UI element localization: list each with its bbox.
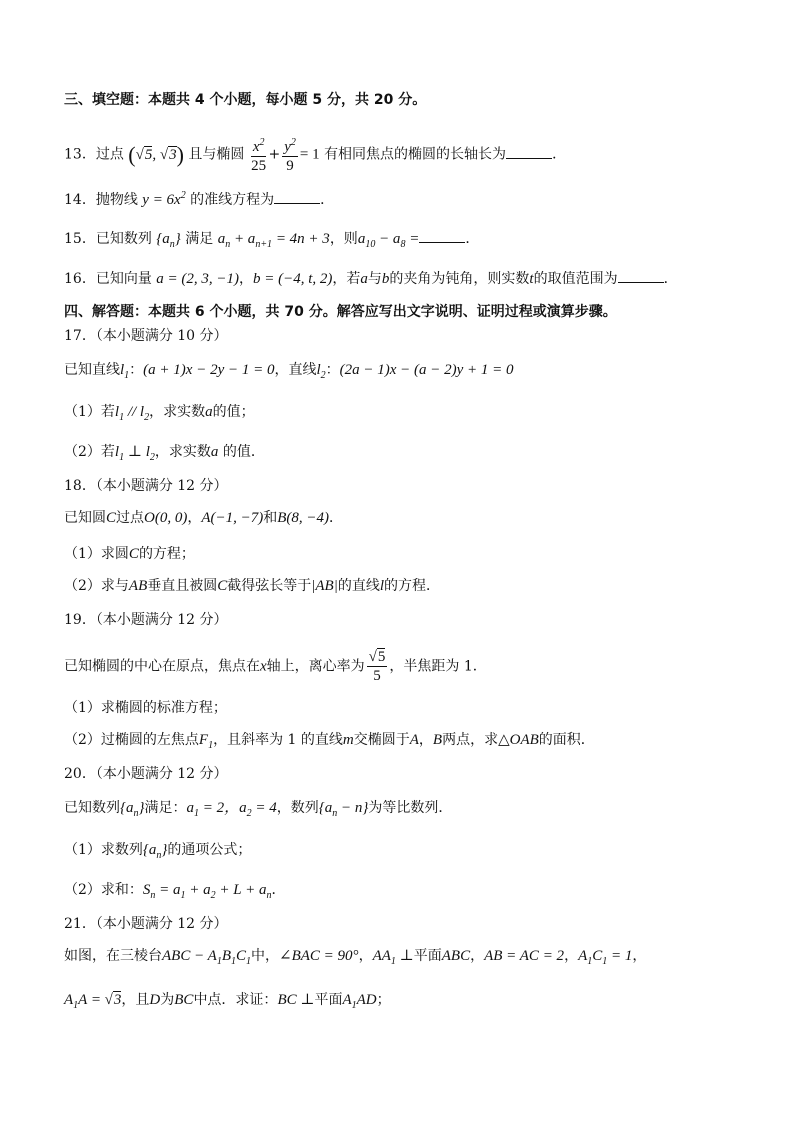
q21-stem2-c: 中点．求证： xyxy=(193,992,278,1008)
q20-stem-c: ，数列 xyxy=(276,800,319,816)
q20-seq2: $\{a_n - n\}$ xyxy=(318,800,369,819)
q17-title: 17．（本小题满分 10 分） xyxy=(64,328,228,344)
q21-stem2: $A_1A = √3$，且D为BC中点．求证：BC ⊥平面$A_1AD$； xyxy=(64,992,391,1011)
q18-stem: 已知圆C过点O(0, 0)，A(−1, −7)和B(8, −4)． xyxy=(64,510,344,526)
question-16: 16．已知向量 a = (2, 3, −1)，b = (−4, t, 2)，若a与b的夹角为钝角，则实数t的取值范围为 ． xyxy=(64,268,678,289)
section-4-header: 四、解答题：本题共 6 个小题，共 70 分。解答应写出文字说明、证明过程或演算步骤。 xyxy=(64,304,617,320)
q21-stem2-b: 为 xyxy=(160,992,175,1008)
q21-title: 21．（本小题满分 12 分） xyxy=(64,916,228,932)
q16-vec-a: a = (2, 3, −1) xyxy=(156,271,240,287)
q18-stem-c: 和 xyxy=(263,510,278,526)
q13-frac-y: $\frac{y^2}{9}$ xyxy=(282,134,298,175)
q14-eq: $y = 6x^2$ xyxy=(142,190,186,208)
q20-part1 xyxy=(64,840,251,866)
q21-bc-perp: BC ⊥ xyxy=(277,992,315,1008)
q17-p1-b: ，求实数 xyxy=(149,404,206,420)
q15-seq: $\{a_n\}$ xyxy=(156,231,181,250)
q17-stem-a: 已知直线 xyxy=(64,362,120,378)
q16-a: a xyxy=(360,271,368,287)
q18-p2-d: 的直线 xyxy=(337,578,380,594)
q18-abs-ab: |AB| xyxy=(311,578,338,594)
q18-ab: AB xyxy=(128,578,148,594)
q14-label: 14．抛物线 xyxy=(64,192,138,208)
answer-blank xyxy=(618,268,664,283)
q15-target: $a_{10} - a_8$ = xyxy=(357,231,420,250)
q20-init: $a_1 = 2$，$a_2 = 4$ xyxy=(186,800,277,819)
q13-label: 13．过点 xyxy=(64,146,124,163)
q17-a: a xyxy=(205,404,213,420)
q18-c3: C xyxy=(217,578,228,594)
q17-perp: $l_1$ ⊥ $l_2$ xyxy=(114,444,155,463)
q19-p2-c: 交椭圆于 xyxy=(353,732,410,748)
q15-eq: $a_n + a_{n+1} = 4n + 3$ xyxy=(217,231,330,250)
q21-stem-b: 中， xyxy=(251,948,280,964)
q19-p2-a: （2）过椭圆的左焦点 xyxy=(64,732,199,748)
q18-o: O(0, 0) xyxy=(144,510,188,526)
q20-seq: $\{a_n\}$ xyxy=(120,800,145,819)
q19-title: 19．（本小题满分 12 分） xyxy=(64,612,228,628)
q13-mid: 且与椭圆 xyxy=(188,146,245,163)
q18-l: l xyxy=(379,578,385,594)
q19-ecc: $\frac{√5}{5}$ xyxy=(368,649,386,684)
q18-stem-a: 已知圆 xyxy=(64,510,106,526)
q21-stem2-d: 平面 xyxy=(314,992,343,1008)
q19-p2-e: 的面积． xyxy=(538,732,595,748)
q17-stem-b: ，直线 xyxy=(274,362,317,378)
q18-p2-c: 截得弦长等于 xyxy=(227,578,312,594)
q17-a2: a xyxy=(210,444,219,460)
q20-p1-a: （1）求数列 xyxy=(64,842,143,858)
q18-b: B(8, −4) xyxy=(277,510,330,526)
answer-blank xyxy=(419,228,465,243)
q21-a1c1: $A_1C_1 = 1$ xyxy=(578,948,633,967)
q19-ab: A xyxy=(409,732,419,748)
q16-vec-b: b = (−4, t, 2) xyxy=(253,271,333,287)
q19-p2-d: 两点，求 xyxy=(442,732,499,748)
question-14: 14．抛物线 $y = 6x^2$ 的准线方程为 ． xyxy=(64,190,335,208)
q20-sum: $S_n = a_1 + a_2 + L + a_n$ xyxy=(142,882,272,901)
q19-p2-b: ，且斜率为 1 的直线 xyxy=(213,732,343,748)
q18-part1 xyxy=(64,544,195,564)
q14-tail: 的准线方程为 xyxy=(190,192,275,208)
q17-l2: $l_2$ xyxy=(316,362,326,381)
q19-stem-b: 轴上，离心率为 xyxy=(266,658,365,675)
q18-p2-b: 垂直且被圆 xyxy=(147,578,218,594)
q21-stem2-a: ，且 xyxy=(121,992,150,1008)
q13-frac-x: $\frac{x^2}{25}$ xyxy=(251,134,267,175)
q19-b: B xyxy=(432,732,443,748)
q18-part2 xyxy=(64,576,440,596)
q16-label: 16．已知向量 xyxy=(64,271,152,287)
q13-tail: 有相同焦点的椭圆的长轴长为 xyxy=(324,146,507,163)
q19-m: m xyxy=(342,732,354,748)
q20-stem-d: 为等比数列． xyxy=(368,800,453,816)
q18-p2-a: （2）求与 xyxy=(64,578,129,594)
q19-stem-a: 已知椭圆的中心在原点，焦点在 xyxy=(64,658,260,675)
q19-stem xyxy=(64,648,487,685)
q17-p1-a: （1）若 xyxy=(64,404,115,420)
q16-t: t xyxy=(529,271,534,287)
q19-oab: △OAB xyxy=(498,732,539,748)
q17-eq2: (2a − 1)x − (a − 2)y + 1 = 0 xyxy=(339,362,514,378)
q17-l1: $l_1$ xyxy=(120,362,130,381)
q20-stem-a: 已知数列 xyxy=(64,800,120,816)
q20-stem-b: 满足： xyxy=(144,800,187,816)
q16-end: 的取值范围为 xyxy=(533,271,618,287)
q17-parallel: $l_1 // l_2$ xyxy=(114,404,150,423)
q21-d: D xyxy=(149,992,161,1008)
q21-aa1: $AA_1$ ⊥ xyxy=(372,948,414,967)
q21-a1ad: $A_1AD$ xyxy=(342,992,377,1011)
q16-mid: ，若 xyxy=(332,271,361,287)
q16-tail: 的夹角为钝角，则实数 xyxy=(389,271,530,287)
q21-stem-c: 平面 xyxy=(413,948,442,964)
q18-stem-b: 过点 xyxy=(116,510,145,526)
q17-eq1: (a + 1)x − 2y − 1 = 0 xyxy=(143,362,275,378)
q19-stem-c: ，半焦距为 1． xyxy=(389,658,487,675)
q18-p1-a: （1）求圆 xyxy=(64,546,129,562)
q20-p1-b: 的通项公式； xyxy=(167,842,252,858)
q18-p1-b: 的方程； xyxy=(138,546,195,562)
q18-title: 18．（本小题满分 12 分） xyxy=(64,478,228,494)
q17-part1 xyxy=(64,402,255,428)
q17-p2-b: ，求实数 xyxy=(154,444,211,460)
q19-part2: （2）过椭圆的左焦点$F_1$，且斜率为 1 的直线m交椭圆于A，B两点，求△OAB的面积． xyxy=(64,732,595,751)
answer-blank xyxy=(274,189,320,204)
q21-abc: ABC xyxy=(441,948,471,964)
q18-c2: C xyxy=(128,546,139,562)
q20-stem xyxy=(64,798,452,824)
question-13: 13．过点 (√5, √3) 且与椭圆 $\frac{x^2}{25}$ + $\frac{y^2}{9}$ = 1 有相同焦点的椭圆的长轴长为 ． xyxy=(64,134,566,175)
q20-p2-a: （2）求和： xyxy=(64,882,143,898)
q19-f1: $F_1$ xyxy=(198,732,214,751)
answer-blank xyxy=(506,144,552,159)
q17-part2 xyxy=(64,442,265,468)
q21-bc: BC xyxy=(174,992,194,1008)
q19-part1: （1）求椭圆的标准方程； xyxy=(64,700,227,716)
q21-a1a: $A_1A = √3$ xyxy=(64,992,122,1011)
q13-point: (√5, √3) xyxy=(128,141,184,167)
q21-stem: 如图，在三棱台ABC − $A_1B_1C_1$中，∠BAC = 90°，$AA_1$ ⊥平面ABC，AB = AC = 2，$A_1C_1 = 1$， xyxy=(64,948,647,967)
q20-seq3: $\{a_n\}$ xyxy=(142,842,168,861)
q21-stem-a: 如图，在三棱台 xyxy=(64,948,162,964)
q15-mid: 满足 xyxy=(185,231,214,247)
q20-title: 20．（本小题满分 12 分） xyxy=(64,766,228,782)
q17-stem: 已知直线$l_1$：(a + 1)x − 2y − 1 = 0，直线$l_2$：(2a − 1)x − (a − 2)y + 1 = 0 xyxy=(64,362,514,381)
q21-angle: ∠BAC = 90° xyxy=(279,948,359,964)
q21-frustum: ABC − $A_1B_1C_1$ xyxy=(162,948,252,967)
q15-tail: ，则 xyxy=(329,231,358,247)
question-15: 15．已知数列 $\{a_n\}$ 满足 $a_n + a_{n+1} = 4n + 3$，则$a_{10} - a_8$ = ． xyxy=(64,228,479,255)
q21-ab-ac: AB = AC = 2 xyxy=(484,948,565,964)
q17-p2-c: 的值． xyxy=(218,444,265,460)
q17-p1-c: 的值； xyxy=(212,404,255,420)
q16-b: b xyxy=(381,271,390,287)
q18-c: C xyxy=(106,510,117,526)
section-3-header: 三、填空题：本题共 4 个小题，每小题 5 分，共 20 分。 xyxy=(64,92,427,108)
q18-a: A(−1, −7) xyxy=(201,510,264,526)
q20-part2: （2）求和：$S_n = a_1 + a_2 + L + a_n$． xyxy=(64,882,286,901)
q17-p2-a: （2）若 xyxy=(64,444,115,460)
q19-x: x xyxy=(260,658,267,675)
q18-p2-e: 的方程． xyxy=(384,578,441,594)
q15-label: 15．已知数列 xyxy=(64,231,152,247)
